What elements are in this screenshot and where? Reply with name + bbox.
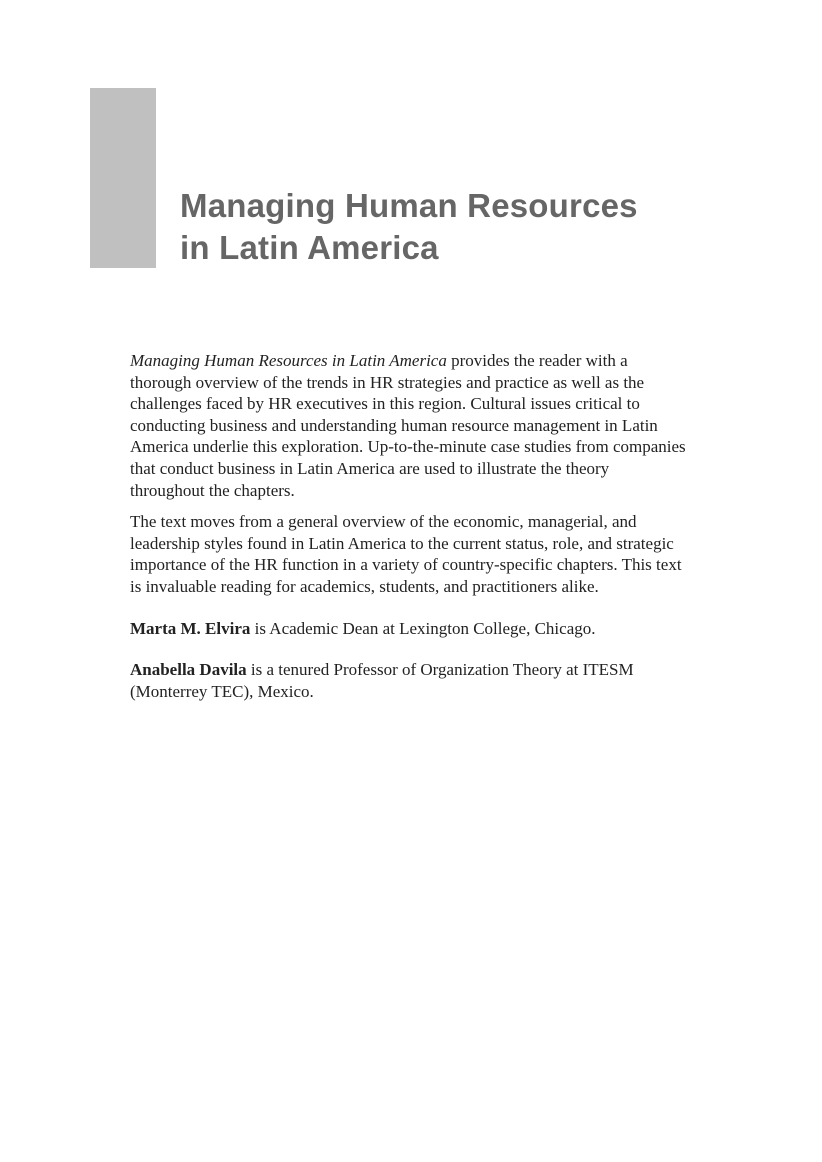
author-bio: Anabella Davila is a tenured Professor of Organization Theory at ITESM (Monterrey TEC), Mexico.: [130, 660, 634, 701]
author-name: Anabella Davila: [130, 660, 247, 680]
description-paragraph-2: The text moves from a general overview of the economic, managerial, and leadership styles found in Latin America to the current status, role, and strategic importance of the HR function in a variety of country-specific chapters. This text is invaluable reading for academics, students, and practitioners alike.: [130, 512, 682, 596]
title-line: Managing Human Resources: [180, 187, 638, 224]
book-title-italic: Managing Human Resources in Latin America: [130, 351, 447, 370]
author-name: Marta M. Elvira: [130, 618, 251, 638]
book-description: [130, 350, 750, 722]
description-paragraph-1: Managing Human Resources in Latin America provides the reader with a thorough overview of the trends in HR strategies and practice as well as the challenges faced by HR executives in this region. Cultural issues critical to conducting business and understanding human resource management in Latin America underlie this exploration. Up-to-the-minute case studies from companies that conduct business in Latin America are used to illustrate the theory throughout the chapters.: [130, 351, 686, 500]
author-bio: Marta M. Elvira is Academic Dean at Lexington College, Chicago.: [130, 618, 596, 638]
book-title: [180, 185, 638, 269]
decorative-gray-bar: [90, 88, 156, 268]
title-line: in Latin America: [180, 229, 439, 266]
